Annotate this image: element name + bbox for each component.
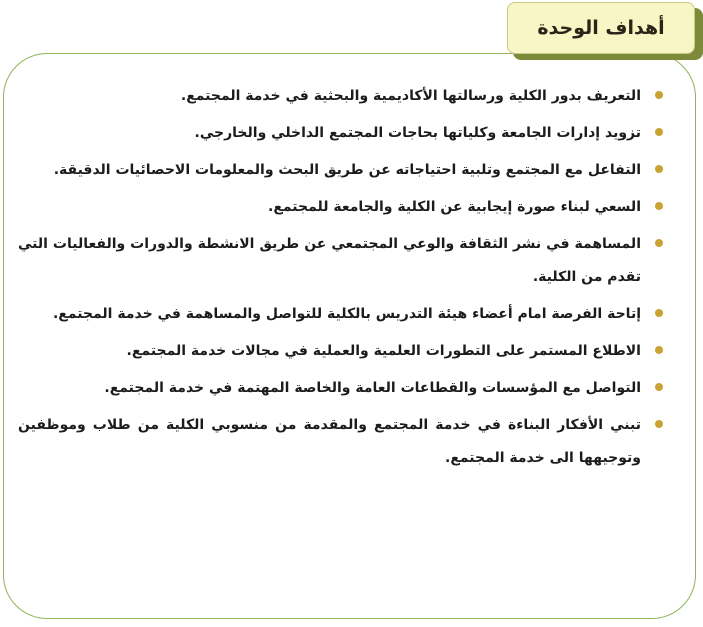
list-item bbox=[18, 409, 663, 475]
list-item-text: التواصل مع المؤسسات والقطاعات العامة والخاصة المهتمة في خدمة المجتمع. bbox=[104, 380, 641, 396]
list-item bbox=[18, 117, 663, 150]
title-tab bbox=[507, 2, 695, 54]
list-item-text: الاطلاع المستمر على التطورات العلمية والعملية في مجالات خدمة المجتمع. bbox=[126, 343, 641, 359]
list-item bbox=[18, 154, 663, 187]
list-item bbox=[18, 335, 663, 368]
list-item bbox=[18, 80, 663, 113]
bullet-icon bbox=[655, 383, 663, 391]
list-item bbox=[18, 228, 663, 294]
page-title: أهداف الوحدة bbox=[537, 17, 665, 39]
bullet-icon bbox=[655, 346, 663, 354]
list-item-text: تبني الأفكار البناءة في خدمة المجتمع والمقدمة من منسوبي الكلية من طلاب وموظفين وتوجيهها الى خدمة المجتمع. bbox=[18, 417, 641, 466]
bullet-icon bbox=[655, 165, 663, 173]
objectives-list bbox=[18, 80, 663, 479]
bullet-icon bbox=[655, 239, 663, 247]
list-item bbox=[18, 191, 663, 224]
list-item-text: تزويد إدارات الجامعة وكلياتها بحاجات المجتمع الداخلي والخارجي. bbox=[194, 125, 641, 141]
list-item-text: التعريف بدور الكلية ورسالتها الأكاديمية والبحثية في خدمة المجتمع. bbox=[180, 88, 641, 104]
bullet-icon bbox=[655, 420, 663, 428]
list-item-text: المساهمة في نشر الثقافة والوعي المجتمعي عن طريق الانشطة والدورات والفعاليات التي تقدم من الكلية. bbox=[18, 236, 641, 285]
bullet-icon bbox=[655, 128, 663, 136]
list-item-text: السعي لبناء صورة إيجابية عن الكلية والجامعة للمجتمع. bbox=[268, 199, 641, 215]
bullet-icon bbox=[655, 202, 663, 210]
list-item-text: التفاعل مع المجتمع وتلبية احتياجاته عن طريق البحث والمعلومات الاحصائيات الدقيقة. bbox=[53, 162, 641, 178]
list-item bbox=[18, 372, 663, 405]
bullet-icon bbox=[655, 91, 663, 99]
bullet-icon bbox=[655, 309, 663, 317]
list-item bbox=[18, 298, 663, 331]
list-item-text: إتاحة الفرصة امام أعضاء هيئة التدريس بالكلية للتواصل والمساهمة في خدمة المجتمع. bbox=[52, 306, 641, 322]
